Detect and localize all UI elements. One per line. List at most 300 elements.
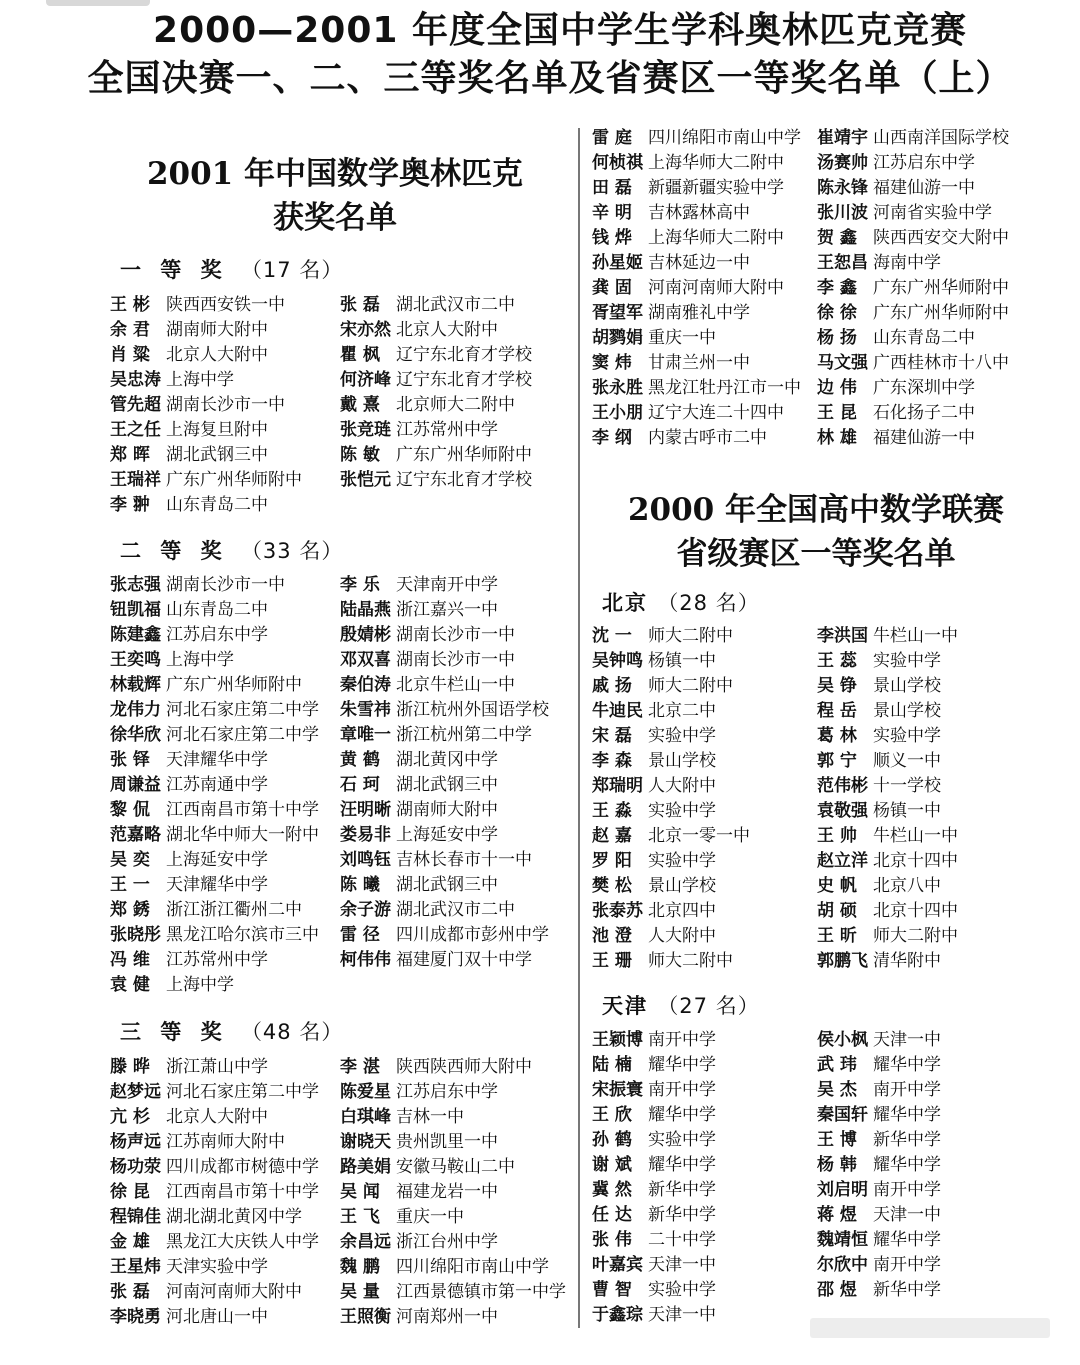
winner-school: 浙江嘉兴一中 <box>396 600 498 620</box>
winner-school: 天津一中 <box>873 1030 941 1050</box>
winner-entry <box>340 368 570 393</box>
winner-school: 浙江萧山中学 <box>166 1057 268 1077</box>
winner-name: 吴忠涛 <box>110 370 161 390</box>
winner-entry <box>592 799 817 824</box>
winner-name: 亢 杉 <box>110 1107 150 1127</box>
winner-entry <box>340 923 570 948</box>
winner-name: 王小朋 <box>592 403 643 423</box>
winner-school: 南开中学 <box>873 1255 941 1275</box>
winner-name: 胥望军 <box>592 303 643 323</box>
league-title-line1: 2000 年全国高中数学联赛 <box>627 492 1005 528</box>
winner-entry <box>110 648 340 673</box>
winner-school: 南开中学 <box>648 1080 716 1100</box>
winner-entry <box>817 201 1042 226</box>
winner-school: 陕西西安交大附中 <box>873 228 1009 248</box>
winner-school: 上海华师大二附中 <box>648 228 784 248</box>
winner-name: 余 君 <box>110 320 150 340</box>
winner-entry <box>340 468 570 493</box>
winner-name: 金 雄 <box>110 1232 150 1252</box>
main-title-line2: 全国决赛一、二、三等奖名单及省赛区一等奖名单（上） <box>87 58 1013 99</box>
winner-name: 管先超 <box>110 395 161 415</box>
winner-name: 王 帅 <box>817 826 857 846</box>
winner-entry <box>592 674 817 699</box>
winner-name: 张 伟 <box>592 1230 632 1250</box>
winner-school: 河南河南师大附中 <box>648 278 784 298</box>
winner-school: 江西景德镇市第一中学 <box>396 1282 566 1302</box>
winner-school: 天津一中 <box>648 1255 716 1275</box>
winner-name: 何济峰 <box>340 370 391 390</box>
winner-school: 广东广州华师附中 <box>166 470 302 490</box>
league-title-line2: 省级赛区一等奖名单 <box>676 536 956 572</box>
winner-school: 牛栏山一中 <box>873 826 958 846</box>
winner-name: 杨 韩 <box>817 1155 857 1175</box>
winner-entry <box>340 623 570 648</box>
winner-entry <box>592 301 817 326</box>
winner-entry <box>340 293 570 318</box>
winner-school: 景山学校 <box>873 676 941 696</box>
winner-entry <box>110 1130 340 1155</box>
winner-name: 冀 然 <box>592 1180 632 1200</box>
winner-school: 湖南长沙市一中 <box>166 395 285 415</box>
winner-school: 河北石家庄第二中学 <box>166 1082 319 1102</box>
winner-entry <box>817 1228 1042 1253</box>
winner-school: 吉林延边一中 <box>648 253 750 273</box>
winner-name: 钱 烨 <box>592 228 632 248</box>
winner-name: 李 翀 <box>110 495 150 515</box>
winner-school: 浙江杭州第二中学 <box>396 725 532 745</box>
winner-entry <box>110 418 340 443</box>
winner-name: 宋 磊 <box>592 726 632 746</box>
winner-entry <box>592 949 817 974</box>
winner-school: 景山学校 <box>648 751 716 771</box>
winner-name: 王 昕 <box>817 926 857 946</box>
winner-name: 边 伟 <box>817 378 857 398</box>
winner-name: 吴 奕 <box>110 850 150 870</box>
winner-school: 北京师大二附中 <box>396 395 515 415</box>
winner-name: 陈永锋 <box>817 178 868 198</box>
winner-entry <box>340 698 570 723</box>
winner-entry <box>340 798 570 823</box>
winner-name: 张志强 <box>110 575 161 595</box>
second-prize-header <box>120 535 343 565</box>
winner-entry <box>592 1153 817 1178</box>
winner-school: 师大二附中 <box>648 951 733 971</box>
winner-name: 杨声远 <box>110 1132 161 1152</box>
winner-entry <box>110 1255 340 1280</box>
winner-school: 北京人大附中 <box>396 320 498 340</box>
winner-name: 滕 晔 <box>110 1057 150 1077</box>
winner-name: 陈 曦 <box>340 875 380 895</box>
winner-entry <box>592 1278 817 1303</box>
winner-entry <box>817 1053 1042 1078</box>
beijing-label: 北京 <box>602 591 648 615</box>
winner-school: 耀华中学 <box>648 1055 716 1075</box>
winner-school: 河南郑州一中 <box>396 1307 498 1327</box>
winner-entry <box>340 1155 570 1180</box>
winner-name: 张晓彤 <box>110 925 161 945</box>
winner-entry <box>110 1080 340 1105</box>
winner-entry <box>592 1253 817 1278</box>
winner-name: 殷婧彬 <box>340 625 391 645</box>
winner-name: 张川波 <box>817 203 868 223</box>
winner-entry <box>817 1078 1042 1103</box>
winner-school: 福建龙岩一中 <box>396 1182 498 1202</box>
winner-name: 林载辉 <box>110 675 161 695</box>
third-prize-list <box>110 1055 570 1330</box>
winner-entry <box>592 376 817 401</box>
winner-school: 北京牛栏山一中 <box>396 675 515 695</box>
winner-name: 池 澄 <box>592 926 632 946</box>
winner-school: 杨镇一中 <box>873 801 941 821</box>
winner-entry <box>817 949 1042 974</box>
winner-entry <box>592 924 817 949</box>
winner-name: 张 磊 <box>340 295 380 315</box>
winner-name: 魏 鹏 <box>340 1257 380 1277</box>
winner-school: 北京八中 <box>873 876 941 896</box>
winner-entry <box>817 301 1042 326</box>
winner-school: 耀华中学 <box>648 1105 716 1125</box>
winner-entry <box>110 973 340 998</box>
winner-entry <box>592 226 817 251</box>
winner-name: 赵梦远 <box>110 1082 161 1102</box>
winner-entry <box>817 774 1042 799</box>
winner-entry <box>340 723 570 748</box>
winner-school: 人大附中 <box>648 926 716 946</box>
first-prize-count: （17 名） <box>240 258 344 282</box>
winner-name: 郭 宁 <box>817 751 857 771</box>
winner-name: 史 帆 <box>817 876 857 896</box>
winner-entry <box>592 749 817 774</box>
winner-entry <box>340 823 570 848</box>
winner-entry <box>592 874 817 899</box>
winner-name: 吴 杰 <box>817 1080 857 1100</box>
winner-entry <box>592 1103 817 1128</box>
winner-name: 何桢祺 <box>592 153 643 173</box>
math-title-line1: 2001 年中国数学奥林匹克 <box>146 156 524 192</box>
winner-school: 北京十四中 <box>873 851 958 871</box>
winner-name: 侯小枫 <box>817 1030 868 1050</box>
winner-entry <box>340 848 570 873</box>
winner-entry <box>110 1180 340 1205</box>
winner-name: 陆晶燕 <box>340 600 391 620</box>
winner-school: 黑龙江大庆铁人中学 <box>166 1232 319 1252</box>
winner-name: 路美娟 <box>340 1157 391 1177</box>
winner-name: 戴 熹 <box>340 395 380 415</box>
winner-name: 牛迪民 <box>592 701 643 721</box>
winner-name: 刘鸣钰 <box>340 850 391 870</box>
winner-entry <box>110 848 340 873</box>
winner-entry <box>592 1203 817 1228</box>
winner-entry <box>817 1278 1042 1303</box>
winner-name: 张永胜 <box>592 378 643 398</box>
winner-name: 王 珊 <box>592 951 632 971</box>
winner-entry <box>817 1028 1042 1053</box>
winner-school: 浙江杭州外国语学校 <box>396 700 549 720</box>
winner-school: 实验中学 <box>648 1130 716 1150</box>
math-title-line2: 获奖名单 <box>273 200 397 236</box>
winner-name: 冯 维 <box>110 950 150 970</box>
winner-entry <box>817 426 1042 451</box>
winner-name: 于鑫琮 <box>592 1305 643 1325</box>
winner-entry <box>817 401 1042 426</box>
winner-entry <box>110 343 340 368</box>
winner-school: 内蒙古呼市二中 <box>648 428 767 448</box>
winner-school: 河北石家庄第二中学 <box>166 700 319 720</box>
winner-school: 师大二附中 <box>648 676 733 696</box>
winner-name: 武 玮 <box>817 1055 857 1075</box>
winner-school: 杨镇一中 <box>648 651 716 671</box>
winner-name: 肖 粱 <box>110 345 150 365</box>
winner-school: 牛栏山一中 <box>873 626 958 646</box>
winner-entry <box>592 1078 817 1103</box>
winner-school: 吉林露林高中 <box>648 203 750 223</box>
winner-entry <box>817 351 1042 376</box>
winner-school: 新华中学 <box>873 1130 941 1150</box>
winner-entry <box>340 948 570 973</box>
winner-school: 江苏启东中学 <box>873 153 975 173</box>
winner-school: 北京二中 <box>648 701 716 721</box>
winner-name: 朱雪祎 <box>340 700 391 720</box>
winner-school: 重庆一中 <box>648 328 716 348</box>
beijing-list <box>592 624 1042 974</box>
second-prize-list <box>110 573 570 998</box>
winner-name: 李 森 <box>592 751 632 771</box>
winner-entry <box>817 1153 1042 1178</box>
winner-entry <box>340 1255 570 1280</box>
third-prize-label: 三 等 奖 <box>120 1020 228 1044</box>
winner-entry <box>110 1230 340 1255</box>
winner-entry <box>110 573 340 598</box>
winner-entry <box>592 401 817 426</box>
winner-name: 徐华欣 <box>110 725 161 745</box>
winner-school: 北京四中 <box>648 901 716 921</box>
winner-name: 王颖博 <box>592 1030 643 1050</box>
winner-school: 江西南昌市第十中学 <box>166 1182 319 1202</box>
winner-school: 实验中学 <box>873 651 941 671</box>
winner-name: 谢晓天 <box>340 1132 391 1152</box>
winner-school: 四川成都市彭州中学 <box>396 925 549 945</box>
winner-entry <box>817 649 1042 674</box>
winner-name: 李洪国 <box>817 626 868 646</box>
winner-entry <box>340 1080 570 1105</box>
winner-name: 李 纲 <box>592 428 632 448</box>
winner-entry <box>340 1055 570 1080</box>
winner-name: 徐 昆 <box>110 1182 150 1202</box>
winner-entry <box>592 1053 817 1078</box>
winner-entry <box>340 1230 570 1255</box>
winner-name: 王 昆 <box>817 403 857 423</box>
winner-name: 范嘉略 <box>110 825 161 845</box>
winner-name: 范伟彬 <box>817 776 868 796</box>
winner-name: 贺 鑫 <box>817 228 857 248</box>
winner-name: 张泰苏 <box>592 901 643 921</box>
winner-name: 余昌远 <box>340 1232 391 1252</box>
winner-school: 山东青岛二中 <box>166 495 268 515</box>
winner-entry <box>817 849 1042 874</box>
tianjin-count: （27 名） <box>657 994 760 1018</box>
winner-school: 江西南昌市第十中学 <box>166 800 319 820</box>
winner-name: 程锦佳 <box>110 1207 161 1227</box>
winner-entry <box>817 674 1042 699</box>
winner-entry <box>110 1280 340 1305</box>
winner-school: 上海复旦附中 <box>166 420 268 440</box>
winner-entry <box>817 276 1042 301</box>
winner-name: 汪明晰 <box>340 800 391 820</box>
winner-name: 雷 庭 <box>592 128 632 148</box>
winner-entry <box>110 393 340 418</box>
winner-name: 谢 斌 <box>592 1155 632 1175</box>
winner-entry <box>817 226 1042 251</box>
winner-entry <box>340 1105 570 1130</box>
winner-school: 北京一零一中 <box>648 826 750 846</box>
winner-name: 王恕昌 <box>817 253 868 273</box>
winner-entry <box>817 724 1042 749</box>
winner-school: 湖南长沙市一中 <box>396 650 515 670</box>
winner-entry <box>110 798 340 823</box>
winner-entry <box>110 673 340 698</box>
winner-name: 郑瑞明 <box>592 776 643 796</box>
winner-name: 王星炜 <box>110 1257 161 1277</box>
winner-school: 实验中学 <box>648 726 716 746</box>
winner-name: 陈 敏 <box>340 445 380 465</box>
winner-school: 南开中学 <box>648 1030 716 1050</box>
winner-school: 陕西西安铁一中 <box>166 295 285 315</box>
winner-name: 陈建鑫 <box>110 625 161 645</box>
winner-entry <box>110 1205 340 1230</box>
beijing-header <box>602 587 760 617</box>
winner-entry <box>592 824 817 849</box>
winner-entry <box>340 343 570 368</box>
winner-school: 广东广州华师附中 <box>873 278 1009 298</box>
winner-school: 北京人大附中 <box>166 345 268 365</box>
winner-school: 河南省实验中学 <box>873 203 992 223</box>
winner-school: 天津耀华中学 <box>166 875 268 895</box>
winner-school: 湖南长沙市一中 <box>396 625 515 645</box>
winner-name: 王 蕊 <box>817 651 857 671</box>
winner-entry <box>340 1280 570 1305</box>
winner-school: 天津一中 <box>873 1205 941 1225</box>
winner-name: 胡鹨娟 <box>592 328 643 348</box>
winner-name: 邵 煜 <box>817 1280 857 1300</box>
winner-school: 湖北华中师大一附中 <box>166 825 319 845</box>
winner-school: 南开中学 <box>873 1080 941 1100</box>
winner-school: 海南中学 <box>873 253 941 273</box>
winner-entry <box>340 1305 570 1330</box>
winner-school: 上海延安中学 <box>396 825 498 845</box>
winner-school: 顺义一中 <box>873 751 941 771</box>
winner-name: 崔靖宇 <box>817 128 868 148</box>
winner-name: 张竞琏 <box>340 420 391 440</box>
winner-entry <box>340 748 570 773</box>
winner-entry <box>592 849 817 874</box>
winner-entry <box>817 376 1042 401</box>
winner-name: 邓双喜 <box>340 650 391 670</box>
winner-entry <box>592 1303 817 1328</box>
winner-name: 戚 扬 <box>592 676 632 696</box>
winner-entry <box>817 874 1042 899</box>
winner-school: 耀华中学 <box>873 1155 941 1175</box>
winner-entry <box>110 948 340 973</box>
winner-name: 宋亦然 <box>340 320 391 340</box>
winner-school: 二十中学 <box>648 1230 716 1250</box>
winner-school: 天津耀华中学 <box>166 750 268 770</box>
winner-name: 李 鑫 <box>817 278 857 298</box>
winner-entry <box>110 493 340 518</box>
winner-school: 广东广州华师附中 <box>166 675 302 695</box>
winner-school: 四川成都市树德中学 <box>166 1157 319 1177</box>
winner-school: 福建厦门双十中学 <box>396 950 532 970</box>
winner-name: 徐 徐 <box>817 303 857 323</box>
winner-school: 上海中学 <box>166 370 234 390</box>
winner-name: 王 一 <box>110 875 150 895</box>
winner-school: 新华中学 <box>873 1280 941 1300</box>
winner-name: 王照衡 <box>340 1307 391 1327</box>
winner-school: 河南河南师大附中 <box>166 1282 302 1302</box>
winner-name: 陆 楠 <box>592 1055 632 1075</box>
winner-school: 湖南师大附中 <box>166 320 268 340</box>
first-prize-header <box>120 254 343 284</box>
winner-name: 沈 一 <box>592 626 632 646</box>
winner-name: 蒋 煜 <box>817 1205 857 1225</box>
winner-school: 辽宁大连二十四中 <box>648 403 784 423</box>
winner-name: 宋振寰 <box>592 1080 643 1100</box>
winner-name: 樊 松 <box>592 876 632 896</box>
winner-entry <box>340 1205 570 1230</box>
winner-entry <box>817 924 1042 949</box>
winner-school: 天津一中 <box>648 1305 716 1325</box>
winner-school: 上海中学 <box>166 650 234 670</box>
second-prize-label: 二 等 奖 <box>120 539 228 563</box>
winner-entry <box>340 1180 570 1205</box>
winner-name: 黄 鹤 <box>340 750 380 770</box>
winner-school: 耀华中学 <box>873 1230 941 1250</box>
winner-entry <box>817 799 1042 824</box>
winner-school: 十一学校 <box>873 776 941 796</box>
winner-school: 师大二附中 <box>873 926 958 946</box>
winner-name: 王瑞祥 <box>110 470 161 490</box>
winner-entry <box>110 823 340 848</box>
winner-name: 王 博 <box>817 1130 857 1150</box>
winner-school: 广西桂林市十八中 <box>873 353 1009 373</box>
winner-entry <box>340 1130 570 1155</box>
winner-school: 黑龙江牡丹江市一中 <box>648 378 801 398</box>
winner-entry <box>110 773 340 798</box>
winner-entry <box>110 1305 340 1330</box>
winner-school: 江苏启东中学 <box>166 625 268 645</box>
winner-name: 娄易非 <box>340 825 391 845</box>
winner-entry <box>592 151 817 176</box>
winner-school: 四川绵阳市南山中学 <box>396 1257 549 1277</box>
winner-entry <box>592 1028 817 1053</box>
winner-entry <box>817 151 1042 176</box>
winner-school: 实验中学 <box>648 851 716 871</box>
winner-school: 北京人大附中 <box>166 1107 268 1127</box>
winner-school: 辽宁东北育才学校 <box>396 370 532 390</box>
winner-school: 人大附中 <box>648 776 716 796</box>
winner-name: 李晓勇 <box>110 1307 161 1327</box>
winner-entry <box>817 749 1042 774</box>
winner-name: 郭鹏飞 <box>817 951 868 971</box>
winner-entry <box>340 898 570 923</box>
winner-name: 叶嘉宾 <box>592 1255 643 1275</box>
winner-name: 吴钟鸣 <box>592 651 643 671</box>
winner-name: 李 乐 <box>340 575 380 595</box>
winner-entry <box>340 873 570 898</box>
winner-school: 湖北湖北黄冈中学 <box>166 1207 302 1227</box>
winner-school: 山西南洋国际学校 <box>873 128 1009 148</box>
winner-school: 江苏南通中学 <box>166 775 268 795</box>
winner-name: 罗 阳 <box>592 851 632 871</box>
